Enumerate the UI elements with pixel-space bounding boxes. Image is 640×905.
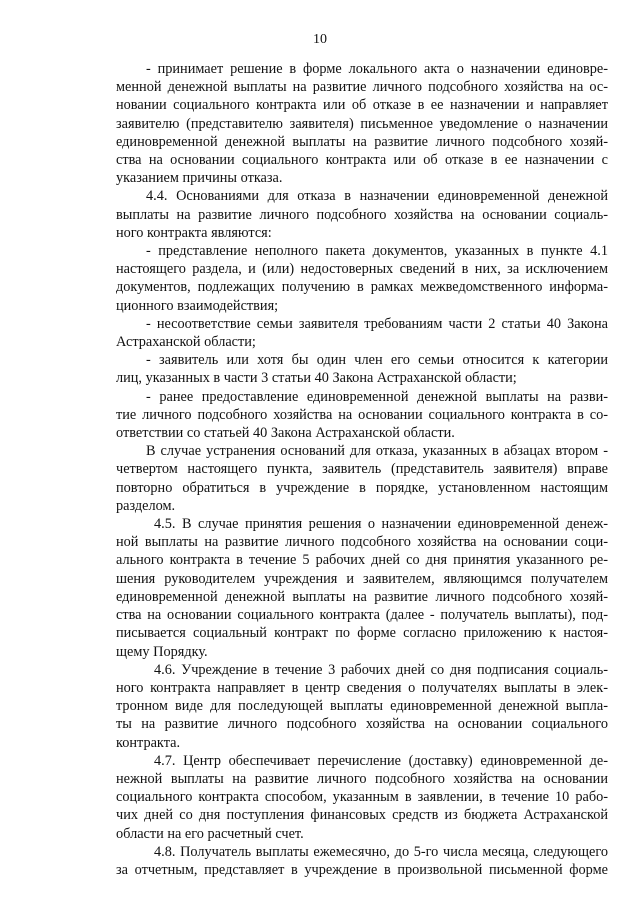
text-line: нежной выплаты на развитие личного подсобного хозяйства на основании: [116, 770, 608, 787]
text-line: 4.5. В случае принятия решения о назначении единовременной денеж-: [154, 516, 608, 533]
text-line: ной выплаты на развитие личного подсобного хозяйства на основании соци-: [116, 534, 608, 551]
text-line: чих дней со дня поступления финансовых средств из бюджета Астраханской: [116, 807, 608, 824]
text-line: ства на основании социального контракта или об отказе в ее назначении с: [116, 152, 608, 169]
text-line: ного контракта направляет в центр сведения о получателях выплаты в элек-: [116, 679, 608, 696]
text-line: ства на основании социального контракта (далее - получатель выплаты), под-: [116, 607, 608, 624]
text-line: области на его расчетный счет.: [116, 825, 304, 842]
text-line: новании социального контракта или об отказе в ее назначении и направляет: [116, 97, 608, 114]
text-line: единовременной денежной выплаты на развитие личного подсобного хозяй-: [116, 588, 608, 605]
paragraph-4-8: [116, 843, 608, 879]
paragraph-refusal-reason-4: [116, 388, 608, 443]
paragraph-refusal-reason-3: [116, 351, 608, 387]
text-line: разделом.: [116, 497, 176, 514]
text-line: ты на развитие личного подсобного хозяйства на основании социального: [116, 716, 608, 733]
text-line: контракта.: [116, 734, 181, 751]
text-line: 4.7. Центр обеспечивает перечисление (доставку) единовременной де-: [154, 752, 608, 769]
text-line: писывается социальный контракт по форме согласно приложению к настоя-: [116, 625, 608, 642]
text-line: четвертом настоящего пункта, заявитель (представитель заявителя) вправе: [116, 461, 608, 478]
text-line: - представление неполного пакета документов, указанных в пункте 4.1: [146, 243, 608, 260]
paragraph-refusal-reason-2: [116, 315, 608, 351]
text-line: - принимает решение в форме локального акта о назначении единовре-: [146, 61, 608, 77]
text-line: шения руководителем учреждения и заявителем, являющимся получателем: [116, 570, 608, 587]
page-number: 10: [313, 32, 327, 47]
text-line: - несоответствие семьи заявителя требованиям части 2 статьи 40 Закона: [146, 315, 608, 332]
document-body: [116, 60, 608, 879]
paragraph-reapply: [116, 442, 608, 515]
text-line: Астраханской области;: [116, 334, 256, 351]
text-line: ционного взаимодействия;: [116, 297, 279, 314]
paragraph-4-7: [116, 752, 608, 843]
text-line: за отчетным, представляет в учреждение в произвольной письменной форме: [116, 861, 608, 878]
text-line: - заявитель или хотя бы один член его семьи относится к категории: [146, 352, 608, 369]
text-line: - ранее предоставление единовременной денежной выплаты на разви-: [146, 388, 608, 405]
paragraph-4-6: [116, 661, 608, 752]
text-line: менной денежной выплаты на развитие личного подсобного хозяйства на ос-: [116, 79, 608, 96]
text-line: единовременной денежной выплаты на развитие личного подсобного хозяй-: [116, 133, 608, 150]
text-line: настоящего раздела, и (или) недостоверных сведений в них, за исключением: [116, 261, 608, 278]
text-line: В случае устранения оснований для отказа, указанных в абзацах втором -: [146, 443, 608, 460]
text-line: повторно обратиться в учреждение в порядке, установленном настоящим: [116, 479, 608, 496]
text-line: щему Порядку.: [116, 643, 208, 660]
text-line: 4.8. Получатель выплаты ежемесячно, до 5-го числа месяца, следующего: [154, 843, 608, 860]
text-line: ответствии со статьей 40 Закона Астраханской области.: [116, 425, 455, 442]
paragraph-refusal-reason-1: [116, 242, 608, 315]
text-line: лиц, указанных в части 3 статьи 40 Закона Астраханской области;: [116, 370, 517, 387]
text-line: 4.6. Учреждение в течение 3 рабочих дней со дня подписания социаль-: [154, 661, 608, 678]
text-line: ного контракта являются:: [116, 224, 272, 241]
text-line: выплаты на развитие личного подсобного хозяйства на основании социаль-: [116, 206, 608, 223]
text-line: указанием причины отказа.: [116, 170, 283, 187]
text-line: заявителю (представителю заявителя) письменное уведомление о назначении: [116, 115, 608, 132]
paragraph-decision: [116, 60, 608, 187]
text-line: документов, подлежащих получению в рамках межведомственного информа-: [116, 279, 608, 296]
text-line: 4.4. Основаниями для отказа в назначении единовременной денежной: [146, 188, 608, 205]
text-line: тронном виде для последующей выплаты единовременной денежной выпла-: [116, 698, 608, 715]
text-line: социального контракта способом, указанным в заявлении, в течение 10 рабо-: [116, 789, 608, 806]
paragraph-4-5: [116, 515, 608, 661]
text-line: тие личного подсобного хозяйства на основании социального контракта в со-: [116, 406, 608, 423]
paragraph-4-4: [116, 187, 608, 242]
text-line: ального контракта в течение 5 рабочих дней со дня принятия указанного ре-: [116, 552, 608, 569]
